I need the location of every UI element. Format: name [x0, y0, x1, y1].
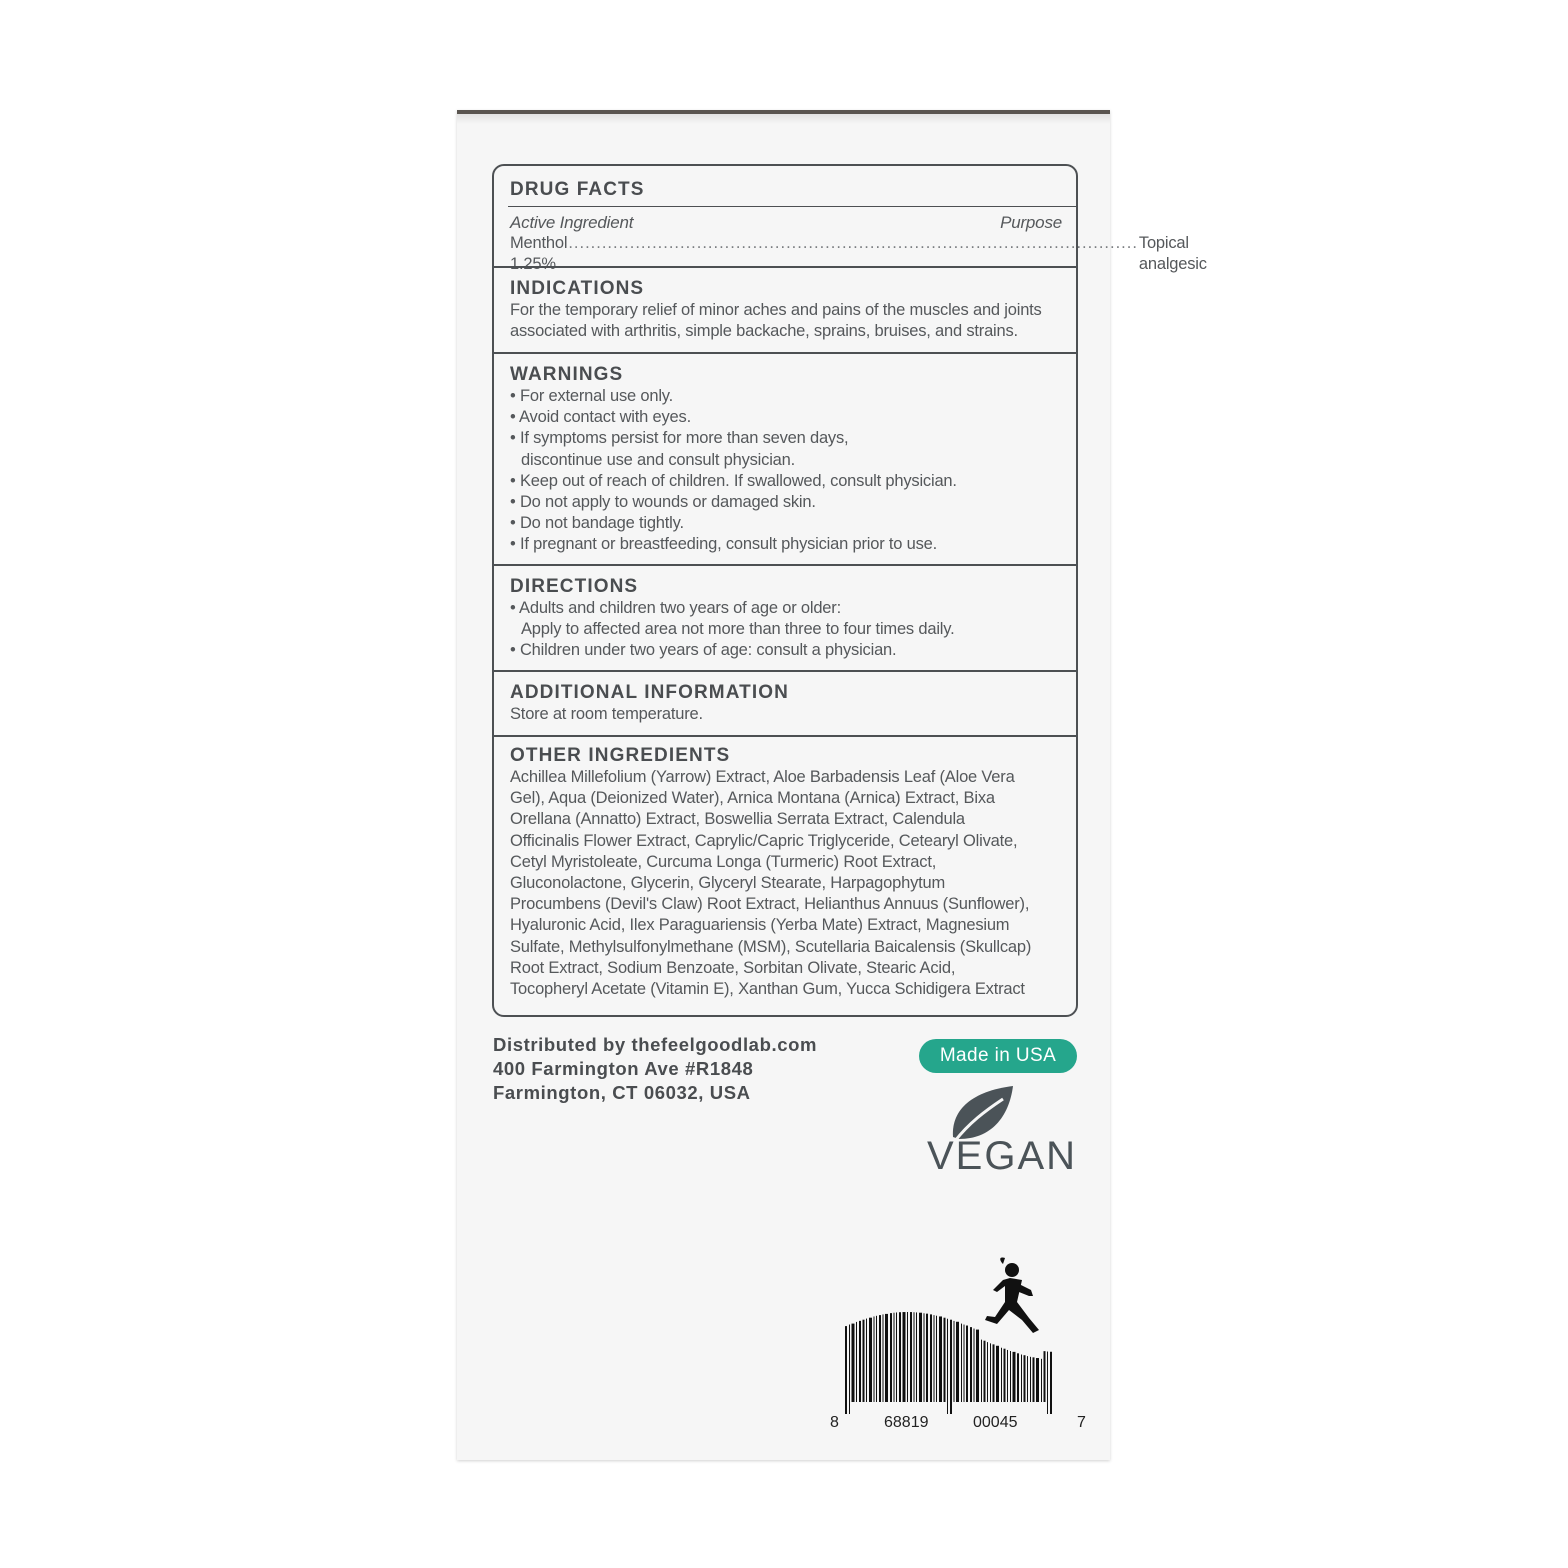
direction-item: • Children under two years of age: consult a physician. — [510, 641, 897, 660]
distributor-info — [493, 1033, 873, 1105]
barcode-bar — [879, 1315, 881, 1402]
barcode-bar — [845, 1326, 847, 1414]
made-in-usa-badge: Made in USA — [919, 1039, 1077, 1073]
active-ingredient-label: Active Ingredient — [510, 213, 634, 232]
barcode-bar — [990, 1343, 991, 1402]
barcode-bar — [907, 1312, 908, 1402]
barcode-bar — [924, 1313, 925, 1402]
direction-item-continued: Apply to affected area not more than three to four times daily. — [521, 620, 955, 639]
barcode-bar — [936, 1316, 937, 1402]
barcode-bar — [1030, 1357, 1031, 1402]
barcode-bar — [874, 1316, 875, 1402]
barcode-bar — [849, 1325, 850, 1414]
barcode-bar — [996, 1346, 999, 1402]
other-ingredients-title: OTHER INGREDIENTS — [510, 745, 731, 766]
barcode-bar — [1024, 1355, 1026, 1402]
barcode-bar — [896, 1312, 897, 1402]
distributor-city: Farmington, CT 06032, USA — [493, 1082, 751, 1103]
ingredient-line: Procumbens (Devil's Claw) Root Extract, Helianthus Annuus (Sunflower), — [510, 895, 1030, 914]
product-box-back — [457, 110, 1207, 1460]
barcode-bar — [914, 1312, 915, 1402]
barcode-bar — [954, 1321, 955, 1402]
barcode-bar — [1013, 1352, 1016, 1402]
barcode-bar — [876, 1316, 877, 1402]
drug-facts-rule — [508, 206, 1078, 207]
barcode-bar — [950, 1320, 952, 1414]
drug-facts-title: DRUG FACTS — [510, 179, 645, 200]
vegan-logo — [925, 1079, 1078, 1179]
barcode-bar — [890, 1313, 892, 1402]
barcode-bar — [856, 1322, 857, 1402]
additional-info-section — [494, 670, 1076, 736]
ingredient-line: Officinalis Flower Extract, Caprylic/Capric Triglyceride, Cetearyl Olivate, — [510, 831, 1018, 850]
barcode-bar — [910, 1312, 912, 1402]
directions-section — [494, 564, 1076, 671]
barcode-bar — [1041, 1359, 1042, 1402]
barcode-bar — [899, 1312, 901, 1402]
ingredient-line: Hyaluronic Acid, Ilex Paraguariensis (Yerba Mate) Extract, Magnesium — [510, 916, 1010, 935]
warnings-title: WARNINGS — [510, 364, 624, 385]
barcode-bar — [964, 1325, 965, 1402]
warning-item: • If pregnant or breastfeeding, consult physician prior to use. — [510, 535, 938, 554]
distributor-address: 400 Farmington Ave #R1848 — [493, 1058, 754, 1079]
barcode-bar — [1001, 1348, 1002, 1402]
ingredient-line: Achillea Millefolium (Yarrow) Extract, Aloe Barbadensis Leaf (Aloe Vera — [510, 768, 1015, 786]
ingredient-name: Menthol 1.25% — [510, 234, 568, 274]
barcode-digit: 7 — [1077, 1414, 1086, 1431]
barcode-bar — [866, 1319, 867, 1402]
indications-line: associated with arthritis, simple backache, sprains, bruises, and strains. — [510, 322, 1018, 341]
warning-item: • Keep out of reach of children. If swallowed, consult physician. — [510, 471, 957, 490]
barcode-bar — [1033, 1357, 1035, 1402]
barcode-bar — [926, 1314, 928, 1402]
vegan-text: VEGAN — [927, 1134, 1078, 1178]
barcode-bar — [981, 1340, 982, 1402]
indications-line: For the temporary relief of minor aches and pains of the muscles and joints — [510, 301, 1042, 319]
drug-facts-section — [494, 166, 1207, 274]
ingredient-line: Orellana (Annatto) Extract, Boswellia Serrata Extract, Calendula — [510, 810, 965, 829]
other-ingredients-section — [494, 735, 1076, 1019]
barcode-digit: 68819 — [884, 1414, 929, 1431]
runner-silhouette-icon — [985, 1257, 1039, 1333]
barcode-bar — [966, 1326, 968, 1402]
warning-item: • Do not bandage tightly. — [510, 514, 684, 533]
barcode-bar — [976, 1330, 979, 1402]
barcode-bar — [1004, 1349, 1006, 1402]
barcode-bar — [987, 1342, 988, 1402]
ingredient-line: Sulfate, Methylsulfonylmethane (MSM), Scutellaria Baicalensis (Skullcap) — [510, 937, 1032, 956]
warning-item: • Avoid contact with eyes. — [510, 408, 691, 427]
barcode-bar — [1036, 1358, 1039, 1402]
barcode-bar — [1047, 1352, 1048, 1414]
barcode-bar — [1027, 1356, 1028, 1402]
directions-title: DIRECTIONS — [510, 576, 639, 597]
warning-item-continued: discontinue use and consult physician. — [521, 450, 795, 469]
indications-section — [494, 266, 1076, 353]
barcode-digit: 00045 — [973, 1414, 1018, 1431]
direction-item: • Adults and children two years of age or older: — [510, 599, 841, 617]
indications-title: INDICATIONS — [510, 278, 645, 299]
barcode-bar — [903, 1312, 906, 1402]
barcode-bar — [885, 1314, 888, 1402]
barcode-bar — [1050, 1352, 1052, 1414]
barcode-bar — [984, 1341, 986, 1402]
barcode-bar — [947, 1319, 948, 1414]
ingredient-line: Gel), Aqua (Deionized Water), Arnica Montana (Arnica) Extract, Bixa — [510, 789, 995, 808]
barcode-bar — [1021, 1355, 1022, 1402]
ingredient-line: Cetyl Myristoleate, Curcuma Longa (Turmeric) Root Extract, — [510, 852, 937, 871]
barcode-bar — [956, 1322, 959, 1402]
distributor-line: Distributed by thefeelgoodlab.com — [493, 1034, 818, 1055]
active-ingredient-header-row — [510, 212, 1062, 233]
barcode-bar — [869, 1318, 872, 1402]
ingredient-line: Tocopheryl Acetate (Vitamin E), Xanthan Gum, Yucca Schidigera Extract — [510, 980, 1025, 999]
barcode-bar — [919, 1313, 922, 1402]
barcode-bar — [859, 1321, 861, 1402]
warning-item: • If symptoms persist for more than seven days, — [510, 429, 849, 448]
barcode — [827, 1254, 1097, 1444]
barcode-bar — [930, 1314, 932, 1402]
warnings-section — [494, 352, 1076, 565]
barcode-bar — [974, 1329, 975, 1402]
purpose-label: Purpose — [1000, 213, 1062, 232]
barcode-bar — [852, 1324, 855, 1402]
ingredient-line: Root Extract, Sodium Benzoate, Sorbitan Olivate, Stearic Acid, — [510, 958, 956, 977]
warning-item: • Do not apply to wounds or damaged skin. — [510, 493, 816, 512]
barcode-bar — [1007, 1350, 1008, 1402]
barcode-bar — [944, 1318, 946, 1402]
additional-info-text: Store at room temperature. — [510, 705, 703, 723]
drug-facts-panel — [492, 164, 1207, 1017]
barcode-graphic — [827, 1254, 1097, 1444]
barcode-digit: 8 — [830, 1414, 839, 1431]
barcode-bar — [916, 1312, 917, 1402]
ingredient-line: Gluconolactone, Glycerin, Glyceryl Stearate, Harpagophytum — [510, 874, 946, 893]
warning-item: • For external use only. — [510, 387, 673, 405]
barcode-bar — [1017, 1353, 1019, 1402]
barcode-bar — [970, 1327, 972, 1402]
barcode-bar — [961, 1324, 962, 1402]
ingredient-purpose: Topical analgesic — [1138, 234, 1207, 274]
leader-dots: ...................................................................................................... — [568, 234, 1138, 253]
barcode-bar — [1010, 1351, 1011, 1402]
barcode-bar — [863, 1320, 865, 1402]
barcode-bar — [993, 1344, 995, 1402]
barcode-bar — [1044, 1351, 1046, 1402]
barcode-bar — [883, 1314, 884, 1402]
barcode-bar — [894, 1313, 895, 1402]
additional-info-title: ADDITIONAL INFORMATION — [510, 682, 789, 703]
barcode-bar — [934, 1315, 935, 1402]
barcode-bar — [939, 1316, 942, 1402]
